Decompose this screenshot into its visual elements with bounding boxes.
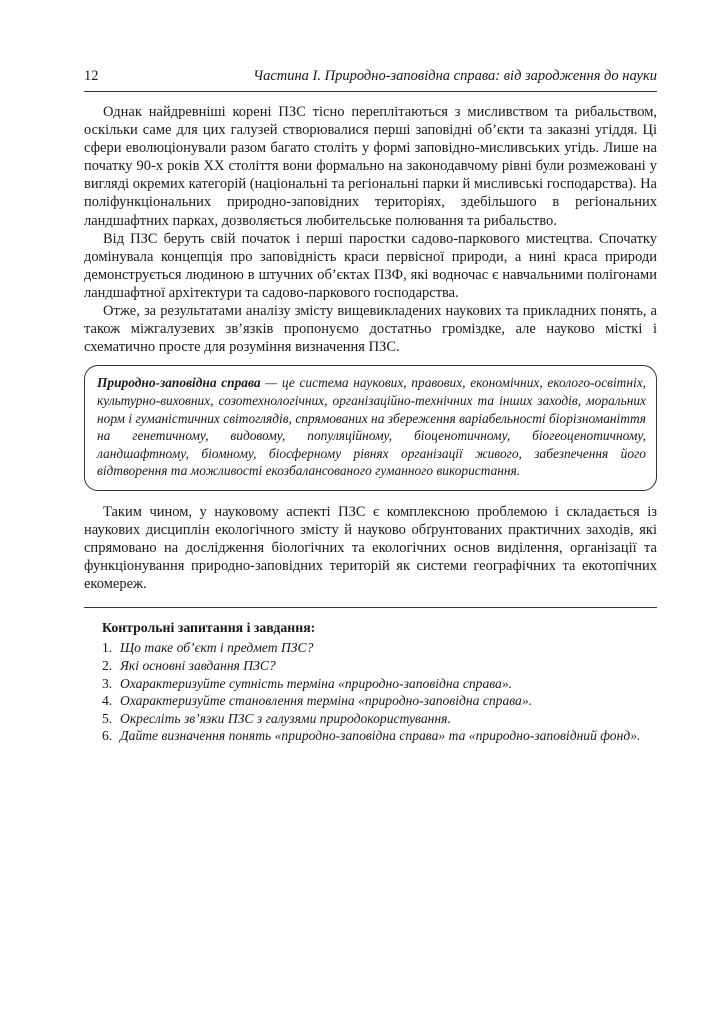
question-number: 2.: [102, 657, 113, 673]
question-item: [102, 710, 657, 728]
question-item: [102, 727, 657, 745]
page-header: [84, 68, 657, 92]
definition-box: [84, 365, 657, 491]
question-item: [102, 639, 657, 657]
section-divider: [84, 607, 657, 608]
questions-title: Контрольні запитання і завдання:: [102, 620, 316, 636]
review-questions: [84, 620, 657, 745]
question-text: Що таке об’єкт і предмет ПЗС?: [120, 640, 314, 656]
paragraph-hunting-fishing: Однак найдревніші корені ПЗС тісно переплітаються з мисливством та рибальством, оскільки саме для цих галузей створювалися перші заповідні об’єкти та заказні угіддя. Ці сфери еволюціонували разом багато століть у формі заповідно-мисливських угідь. Лише на початку 90-х років ХХ століття вони формально на законодавчому рівні були розмежовані у вигляді окремих категорій (національні та регіональні парки й мисливські господарства). На поліфункціональних природно-заповідних територіях, здебільшого в регіональних ландшафтних парках, дозволяється любительське полювання та рибальство.: [84, 104, 657, 229]
question-list: [102, 639, 657, 745]
question-number: 4.: [102, 693, 113, 709]
question-text: Окресліть зв’язки ПЗС з галузями природокористування.: [120, 710, 451, 726]
question-number: 1.: [102, 640, 113, 656]
question-item: [102, 675, 657, 693]
question-item: [102, 692, 657, 710]
page-number: 12: [84, 68, 99, 84]
question-text: Охарактеризуйте становлення терміна «природно-заповідна справа».: [120, 693, 533, 709]
question-text: Охарактеризуйте сутність терміна «природно-заповідна справа».: [120, 675, 513, 691]
question-number: 5.: [102, 710, 113, 726]
paragraph-conclusion: Таким чином, у науковому аспекті ПЗС є комплексною проблемою і складається із наукових дисциплін екологічного змісту й науково обґрунтованих практичних заходів, які спрямовано на дослідження біологічних та екологічних основ виділення, організації та функціонування природно-заповідних територій як системи географічних та екотопічних екомереж.: [84, 503, 657, 593]
question-number: 6.: [102, 728, 113, 744]
question-number: 3.: [102, 675, 113, 691]
running-title: Частина I. Природно-заповідна справа: від зародження до науки: [253, 68, 657, 84]
question-text: Які основні завдання ПЗС?: [120, 657, 276, 673]
paragraph-definition-intro: Отже, за результатами аналізу змісту вищевикладених наукових та прикладних понять, а також міжгалузевих зв’язків пропонуємо достатньо громіздке, але науково місткі і схематично просте для розуміння визначення ПЗС.: [84, 303, 657, 356]
paragraph-garden-art: Від ПЗС беруть свій початок і перші паростки садово-паркового мистецтва. Спочатку домінувала концепція про заповідність краси первісної природи, а нині краса природи демонструється людиною в штучних об’єктах ПЗФ, які водночас є навчальними полігонами ландшафтної архітектури та садово-паркового господарства.: [84, 230, 657, 301]
question-text: Дайте визначення понять «природно-заповідна справа» та «природно-заповідний фонд».: [120, 728, 641, 744]
book-page: [84, 68, 657, 745]
question-item: [102, 657, 657, 675]
definition-text: — це система наукових, правових, економічних, еколого-освітніх, культурно-виховних, созотехнологічних, організаційно-технічних та інших заходів, моральних норм і гуманістичних світоглядів, спрямованих на збереження варіабельності біорізноманіття на генетичному, видовому, популяційному, біоценотичному, біогеоценотичному, ландшафтному, біомному, біосферному рівнях організації живого, забезпечення його відтворення та можливості екозбалансованого гуманного використання.: [97, 375, 646, 479]
definition-term: Природно-заповідна справа: [97, 375, 261, 391]
